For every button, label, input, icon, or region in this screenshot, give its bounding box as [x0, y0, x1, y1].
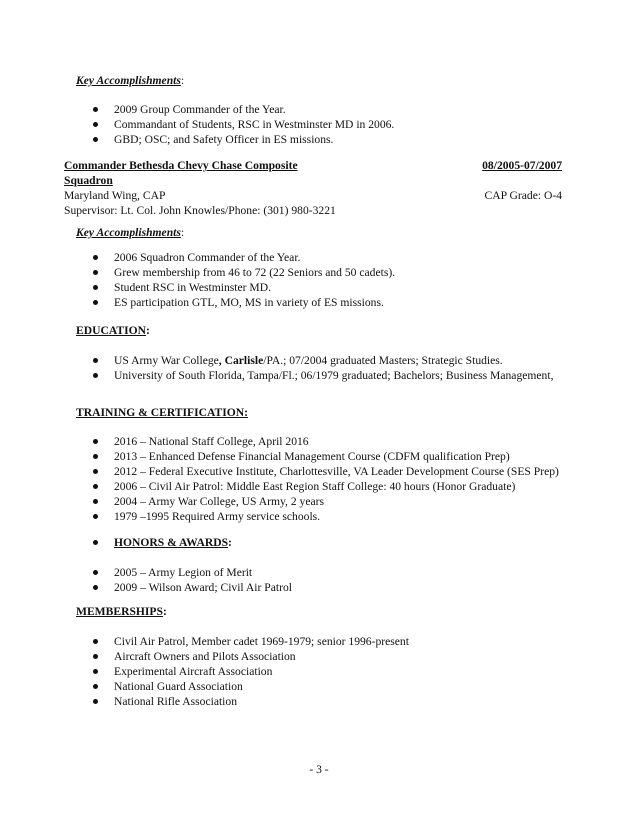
list-item: Student RSC in Westminster MD. [76, 280, 566, 295]
key-accomplishments-heading: Key Accomplishments [76, 226, 181, 239]
position-supervisor: Supervisor: Lt. Col. John Knowles/Phone: (301) 980-3221 [64, 204, 336, 217]
position-organization: Maryland Wing, CAP [64, 189, 166, 202]
bullet-icon [93, 285, 98, 290]
position-entry [64, 158, 566, 218]
list-item: Commandant of Students, RSC in Westminster MD in 2006. [76, 117, 566, 132]
key-accomplishments-section-2: Key Accomplishments: [76, 226, 185, 239]
bullet-icon [93, 373, 98, 378]
bullet-icon [93, 570, 98, 575]
memberships-section: MEMBERSHIPS: [76, 605, 167, 618]
list-item: 1979 –1995 Required Army service schools. [76, 509, 566, 524]
list-item: National Rifle Association [76, 694, 566, 709]
list-item: Civil Air Patrol, Member cadet 1969-1979; senior 1996-present [76, 634, 566, 649]
bullet-icon [93, 585, 98, 590]
list-item: Grew membership from 46 to 72 (22 Seniors and 50 cadets). [76, 265, 566, 280]
page-number: - 3 - [309, 763, 329, 776]
list-item: National Guard Association [76, 679, 566, 694]
bullet-icon [93, 699, 98, 704]
key-accomplishments-list-1 [76, 102, 566, 147]
bullet-icon [93, 540, 98, 545]
list-item: ES participation GTL, MO, MS in variety of ES missions. [76, 295, 566, 310]
list-item: 2009 – Wilson Award; Civil Air Patrol [76, 580, 566, 595]
list-item: 2009 Group Commander of the Year. [76, 102, 566, 117]
list-item: Experimental Aircraft Association [76, 664, 566, 679]
bullet-icon [93, 514, 98, 519]
bullet-icon [93, 107, 98, 112]
position-dates: 08/2005-07/2007 [482, 159, 562, 172]
bullet-icon [93, 684, 98, 689]
list-item: 2005 – Army Legion of Merit [76, 565, 566, 580]
bullet-icon [93, 439, 98, 444]
key-accomplishments-section-1: Key Accomplishments: [76, 74, 185, 87]
honors-list [76, 565, 566, 595]
list-item: University of South Florida, Tampa/Fl.; 06/1979 graduated; Bachelors; Business Management, [76, 368, 566, 383]
list-item: HONORS & AWARDS: [76, 535, 566, 550]
training-heading: TRAINING & CERTIFICATION: [76, 406, 249, 419]
bullet-icon [93, 454, 98, 459]
bullet-icon [93, 358, 98, 363]
bullet-icon [93, 654, 98, 659]
list-item: GBD; OSC; and Safety Officer in ES missions. [76, 132, 566, 147]
bullet-icon [93, 122, 98, 127]
list-item: US Army War College, Carlisle/PA.; 07/2004 graduated Masters; Strategic Studies. [76, 353, 566, 368]
bullet-icon [93, 499, 98, 504]
list-item: 2013 – Enhanced Defense Financial Management Course (CDFM qualification Prep) [76, 449, 566, 464]
honors-heading: HONORS & AWARDS [114, 536, 229, 549]
list-item: 2012 – Federal Executive Institute, Charlottesville, VA Leader Development Course (SES Prep) [76, 464, 566, 479]
list-item: Aircraft Owners and Pilots Association [76, 649, 566, 664]
bullet-icon [93, 137, 98, 142]
memberships-heading: MEMBERSHIPS [76, 605, 163, 618]
bullet-icon [93, 255, 98, 260]
position-title: Commander Bethesda Chevy Chase Composite [64, 159, 298, 172]
position-grade: CAP Grade: O-4 [484, 189, 562, 202]
training-list [76, 434, 566, 524]
bullet-icon [93, 270, 98, 275]
education-heading: EDUCATION [76, 324, 146, 337]
bullet-icon [93, 669, 98, 674]
training-section [76, 405, 566, 420]
bullet-icon [93, 639, 98, 644]
list-item: 2006 – Civil Air Patrol: Middle East Region Staff College: 40 hours (Honor Graduate) [76, 479, 566, 494]
list-item: 2004 – Army War College, US Army, 2 years [76, 494, 566, 509]
honors-heading-list [76, 535, 566, 550]
bullet-icon [93, 484, 98, 489]
bullet-icon [93, 300, 98, 305]
position-title-continued: Squadron [64, 174, 113, 187]
list-item: 2016 – National Staff College, April 2016 [76, 434, 566, 449]
education-list [76, 353, 566, 383]
key-accomplishments-list-2 [76, 250, 566, 310]
education-section: EDUCATION: [76, 324, 150, 337]
key-accomplishments-heading: Key Accomplishments [76, 74, 181, 87]
memberships-list [76, 634, 566, 709]
bullet-icon [93, 469, 98, 474]
list-item: 2006 Squadron Commander of the Year. [76, 250, 566, 265]
